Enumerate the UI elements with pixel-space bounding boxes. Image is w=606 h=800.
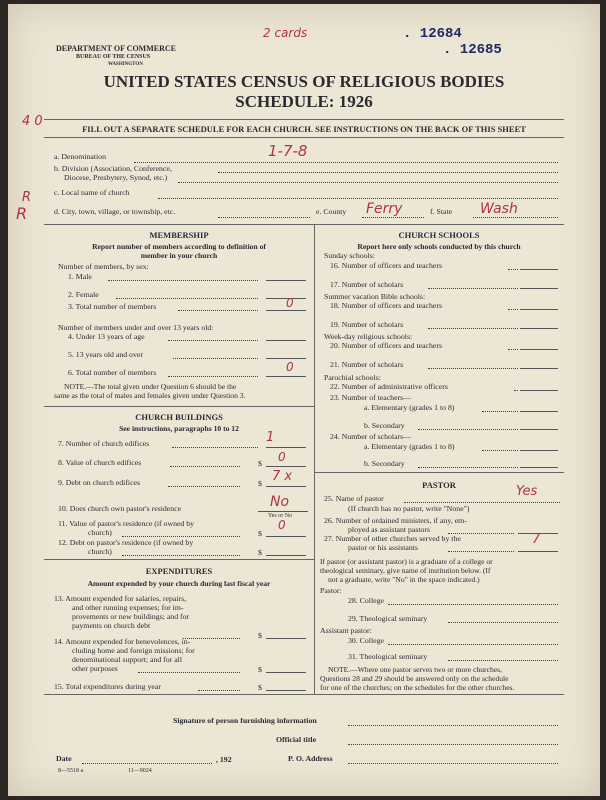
- q14-label-4: other purposes: [72, 664, 118, 673]
- membership-intro-2: member in your church: [140, 251, 218, 260]
- q14-label: 14. Amount expended for benevolences, in-: [54, 637, 191, 646]
- q13-label: 13. Amount expended for salaries, repairs,: [54, 594, 187, 603]
- bureau-name: BUREAU OF THE CENSUS: [76, 54, 151, 60]
- q10-label: 10. Does church own pastor's residence: [58, 504, 182, 513]
- expenditures-intro: Amount expended by your church during last fiscal year: [87, 579, 271, 588]
- q15-dollar: $: [258, 683, 262, 692]
- q15-label: 15. Total expenditures during year: [54, 682, 161, 691]
- bureau-location: WASHINGTON: [108, 62, 143, 67]
- field-a-label: a. Denomination: [54, 152, 106, 161]
- field-f-label: f. State: [430, 207, 453, 216]
- parochial-schools-label: Parochial schools:: [324, 373, 381, 382]
- q28-label: 28. College: [348, 596, 384, 605]
- buildings-intro: See instructions, paragraphs 10 to 12: [119, 424, 239, 433]
- pastor-note-3: not a graduate, write "No" in the space indicated.): [328, 575, 480, 584]
- q18-label: 18. Number of officers and teachers: [330, 301, 443, 310]
- official-title-label: Official title: [276, 735, 317, 744]
- field-d-label: d. City, town, village, or township, etc.: [54, 207, 176, 216]
- pastor-subheading: Pastor:: [320, 586, 342, 595]
- q27-label: 27. Number of other churches served by the: [324, 534, 461, 543]
- q10-value[interactable]: No: [270, 494, 290, 510]
- q6-value[interactable]: 0: [286, 360, 294, 374]
- assistant-pastor-subheading: Assistant pastor:: [320, 626, 372, 635]
- form-code: 8—5518 a: [58, 768, 84, 774]
- weekday-schools-label: Week-day religious schools:: [324, 332, 413, 341]
- q25-hint: (If church has no pastor, write "None"): [348, 504, 470, 513]
- q23a-label: a. Elementary (grades 1 to 8): [364, 403, 455, 412]
- field-b-label-2: Diocese, Presbytery, Synod, etc.): [64, 173, 168, 182]
- q10-hint: Yes or No: [268, 513, 293, 519]
- q11-value[interactable]: 0: [278, 518, 286, 532]
- q14-dollar: $: [258, 665, 262, 674]
- q12-label: 12. Debt on pastor's residence (if owned by: [58, 538, 194, 547]
- q21-label: 21. Number of scholars: [330, 360, 404, 369]
- q2-label: 2. Female: [68, 290, 99, 299]
- q29-label: 29. Theological seminary: [348, 614, 428, 623]
- q9-label: 9. Debt on church edifices: [58, 478, 141, 487]
- q9-value[interactable]: 7 x: [272, 469, 293, 484]
- county-value[interactable]: Ferry: [366, 201, 403, 217]
- q26-label-2: ployed as assistant pastors: [348, 525, 431, 534]
- state-value[interactable]: Wash: [480, 201, 518, 217]
- q11-dollar: $: [258, 529, 262, 538]
- handwritten-note-top: 2 cards: [263, 26, 308, 40]
- q13-label-2: and other running expenses; for im-: [72, 603, 184, 612]
- q27-value[interactable]: 7: [532, 532, 541, 547]
- age-label: Number of members under and over 13 years old:: [58, 323, 214, 332]
- q11-label: 11. Value of pastor's residence (if owned by: [58, 519, 195, 528]
- field-e-label: e. County: [316, 207, 347, 216]
- buildings-heading: CHURCH BUILDINGS: [135, 412, 223, 422]
- q14-label-3: denominational support; and for all: [72, 655, 182, 664]
- sunday-schools-label: Sunday schools:: [324, 251, 375, 260]
- fill-instructions: FILL OUT A SEPARATE SCHEDULE FOR EACH CHURCH. SEE INSTRUCTIONS ON THE BACK OF THIS SHEET: [82, 124, 526, 134]
- margin-mark-3: R: [16, 204, 28, 223]
- q5-label: 5. 13 years old and over: [68, 350, 143, 359]
- pastor-footnote-2: Questions 28 and 29 should be answered only on the schedule: [320, 674, 509, 683]
- q3-value[interactable]: 0: [286, 296, 294, 310]
- q24-label: 24. Number of scholars—: [330, 432, 411, 441]
- q19-label: 19. Number of scholars: [330, 320, 404, 329]
- margin-mark-2: R: [22, 190, 32, 205]
- q17-label: 17. Number of scholars: [330, 280, 404, 289]
- year-label: , 192: [216, 755, 232, 764]
- stamp-number-2: . 12685: [443, 42, 502, 58]
- pastor-note-2: theological seminary, give name of institution below. (If: [320, 566, 491, 575]
- form-title: UNITED STATES CENSUS OF RELIGIOUS BODIES: [103, 72, 505, 91]
- q30-label: 30. College: [348, 636, 384, 645]
- date-label: Date: [56, 754, 72, 763]
- census-form: [8, 4, 600, 796]
- pastor-heading: PASTOR: [422, 480, 456, 490]
- q13-dollar: $: [258, 631, 262, 640]
- q13-label-4: payments on church debt: [72, 621, 151, 630]
- expenditures-heading: EXPENDITURES: [145, 566, 213, 576]
- q9-dollar: $: [258, 479, 262, 488]
- membership-note-2: same as the total of males and females given under Question 3.: [54, 391, 246, 400]
- q14-label-2: cluding home and foreign missions; for: [72, 646, 195, 655]
- q12-dollar: $: [258, 548, 262, 557]
- q24b-label: b. Secondary: [364, 459, 405, 468]
- q1-label: 1. Male: [68, 272, 92, 281]
- q22-label: 22. Number of administrative officers: [330, 382, 448, 391]
- schools-intro: Report here only schools conducted by this church: [357, 242, 521, 251]
- q27-label-2: pastor or his assistants: [348, 543, 418, 552]
- stamp-number-1: . 12684: [403, 26, 462, 42]
- q12-label-2: church): [88, 547, 112, 556]
- department-name: DEPARTMENT OF COMMERCE: [56, 44, 177, 53]
- field-b-label: b. Division (Association, Conference,: [54, 164, 172, 173]
- po-address-label: P. O. Address: [288, 754, 333, 763]
- signature-label: Signature of person furnishing information: [173, 716, 317, 725]
- q24a-label: a. Elementary (grades 1 to 8): [364, 442, 455, 451]
- q7-value[interactable]: 1: [266, 430, 275, 445]
- q25-label: 25. Name of pastor: [324, 494, 384, 503]
- vacation-schools-label: Summer vacation Bible schools:: [324, 292, 426, 301]
- q11-label-2: church): [88, 528, 112, 537]
- membership-heading: MEMBERSHIP: [149, 230, 209, 240]
- q31-label: 31. Theological seminary: [348, 652, 428, 661]
- q8-value[interactable]: 0: [278, 450, 286, 464]
- membership-sex-label: Number of members, by sex:: [58, 262, 149, 271]
- q20-label: 20. Number of officers and teachers: [330, 341, 443, 350]
- membership-note: NOTE.—The total given under Question 6 should be the: [64, 382, 237, 391]
- q4-label: 4. Under 13 years of age: [68, 332, 145, 341]
- pastor-footnote-3: for one of the churches; on the schedules for the other churches.: [320, 683, 515, 692]
- print-code: 11—9024: [128, 768, 152, 774]
- q8-label: 8. Value of church edifices: [58, 458, 142, 467]
- schools-heading: CHURCH SCHOOLS: [398, 230, 480, 240]
- q6-label: 6. Total number of members: [68, 368, 157, 377]
- denomination-value[interactable]: 1-7-8: [268, 142, 308, 160]
- form-subtitle: SCHEDULE: 1926: [235, 92, 373, 111]
- membership-intro: Report number of members according to definition of: [92, 242, 266, 251]
- q26-label: 26. Number of ordained ministers, if any, em-: [324, 516, 467, 525]
- pastor-note: If pastor (or assistant pastor) is a graduate of a college or: [320, 557, 493, 566]
- q3-label: 3. Total number of members: [68, 302, 157, 311]
- q8-dollar: $: [258, 459, 262, 468]
- q23b-label: b. Secondary: [364, 421, 405, 430]
- margin-mark-1: 4 0: [22, 114, 43, 129]
- q7-label: 7. Number of church edifices: [58, 439, 150, 448]
- q25-value[interactable]: Yes: [516, 484, 538, 499]
- q23-label: 23. Number of teachers—: [330, 393, 411, 402]
- field-c-label: c. Local name of church: [54, 188, 130, 197]
- q13-label-3: provements or new buildings; and for: [72, 612, 190, 621]
- pastor-footnote: NOTE.—Where one pastor serves two or more churches,: [328, 665, 502, 674]
- q16-label: 16. Number of officers and teachers: [330, 261, 443, 270]
